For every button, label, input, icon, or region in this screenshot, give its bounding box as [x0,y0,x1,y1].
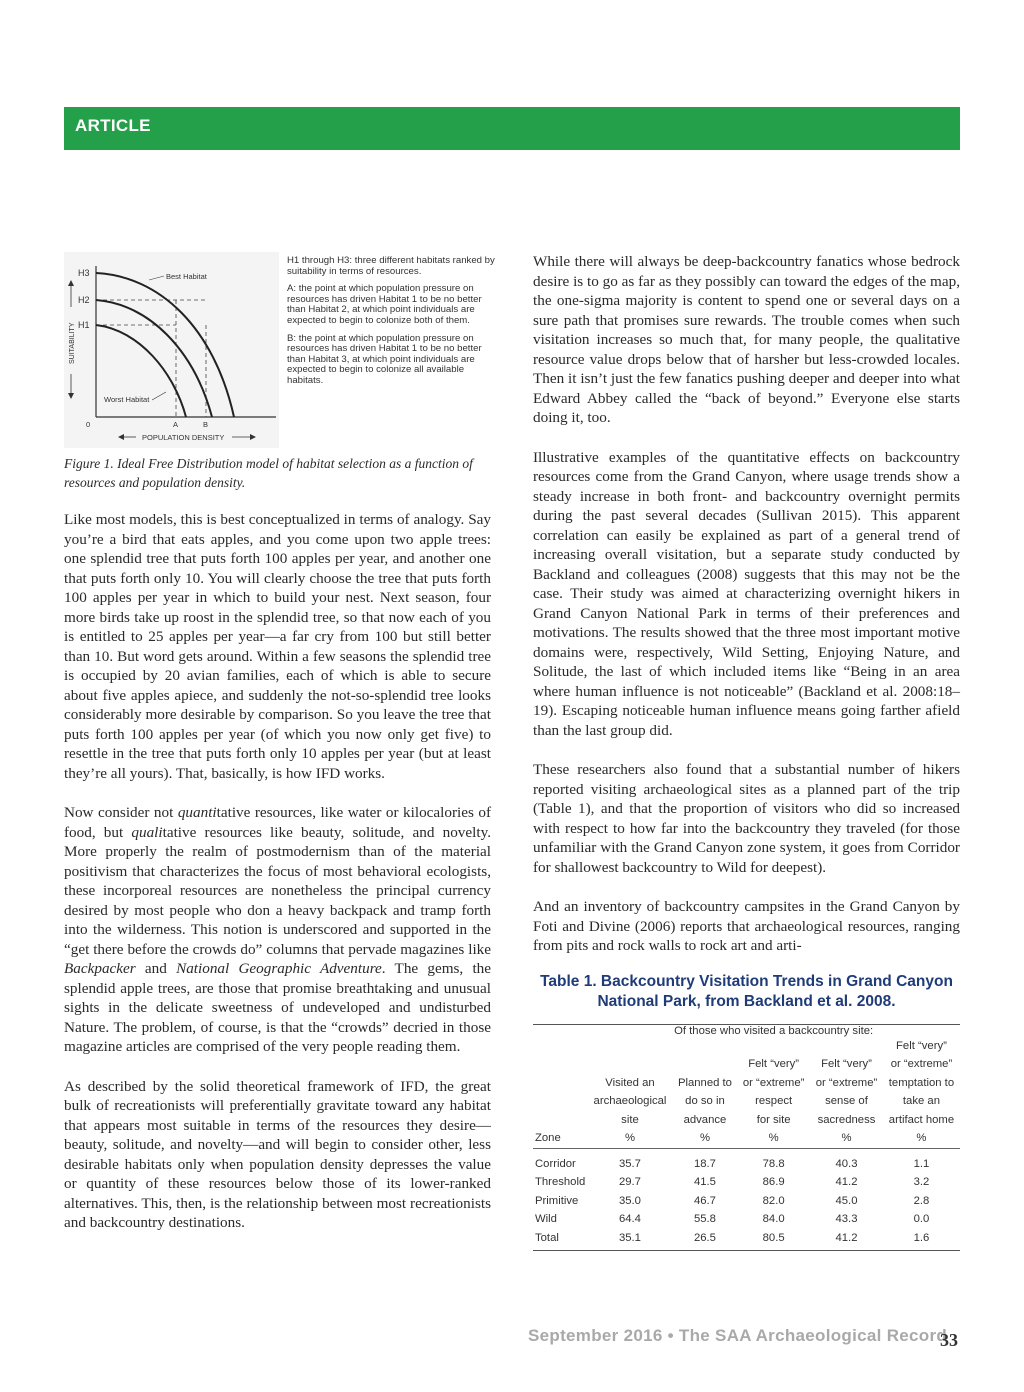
running-footer: September 2016 • The SAA Archaeological Record [528,1326,948,1345]
column-header-respect: Felt “very” or “extreme” respect for site % [737,1037,810,1149]
visitation-table [533,1024,960,1252]
column-header-sacredness: Felt “very” or “extreme” sense of sacredness % [810,1037,883,1149]
column-header-planned: Planned to do so in advance % [673,1037,738,1149]
best-habitat-label: Best Habitat [166,272,207,281]
paragraph-fanatics: While there will always be deep-backcountry fanatics whose bedrock desire is to go as far as they possibly can toward the edges of the map, the one-sigma majority is content to spend one or several days on a sure path that promises sure rewards. The trouble comes when such visitation increases so much that, for many people, the qualitative resource value drops below that of harsher but less-crowded locales. Then it isn’t just the few fanatics pushing deeper and deeper into what Edward Abbey called the “back of beyond.” Everyone else starts doing it, too. [533,253,960,426]
figure-notes [287,256,497,394]
ifd-graph [64,252,284,450]
worst-habitat-label: Worst Habitat [104,395,150,404]
table-column-header-row [533,1037,960,1149]
figure-note-h: H1 through H3: three different habitats ranked by suitability in terms of resources. [287,255,495,277]
section-label: ARTICLE [75,116,151,135]
figure-caption: Figure 1. Ideal Free Distribution model of habitat selection as a function of resources and population density. [64,456,473,490]
table-title: Table 1. Backcountry Visitation Trends in Grand Canyon National Park, from Backland et al. 2008. [540,972,953,1010]
origin-label: 0 [86,420,91,429]
paragraph-qualitative: Now consider not quantitative resources, like water or kilocalories of food, but qualitative resources like beauty, solitude, and novelty. More properly the realm of postmodernism than of the material positivism that characterizes the focus of most behavioral ecologists, these incorporeal resources are nonetheless the principal currency desired by most people who don a heavy backpack and tramp forth into the wilderness. This notion is underscored and supported in the “get there before the crowds do” columns that pervade magazines like Backpacker and National Geographic Adventure. The gems, the splendid apple trees, are those that promise breathtaking and unusual sights in the delicate sweetness of undeveloped and undisturbed Nature. The problem, of course, is that the “crowds” decried in those magazine articles are comprised of the very people reading them. [64,804,492,1055]
x-axis-label: POPULATION DENSITY [142,433,225,442]
table-row: Threshold 29.7 41.5 86.9 41.2 3.2 [535,1176,930,1188]
point-b-label: B [203,420,209,429]
section-banner [64,107,960,150]
table-row: Corridor 35.7 18.7 78.8 40.3 1.1 [535,1157,930,1170]
point-a-label: A [173,420,179,429]
right-column [533,252,960,1251]
paragraph-ifd-framework: As described by the solid theoretical framework of IFD, the great bulk of recreationists will preferentially gravitate toward any habitat that appears most suitable in terms of the resources they desire—beauty, solitude, and novelty—and will begin to consider other, less desirable habitats only when population density depresses the value or quantity of these resources below those of its lower-ranked alternatives. This, then, is the relationship between most recreationists and backcountry destinations. [64,1077,491,1231]
paragraph-analogy: Like most models, this is best conceptualized in terms of analogy. Say you’re a bird that eats apples, and you come upon two apple trees: one splendid tree that puts forth 100 apples per year, and another one that puts forth only 10. You will clearly choose the tree that puts forth 100 apples per year in which to build your nest. Next season, four more birds take up roost in the splendid tree, so that now each of you is entitled to 25 apples per year—a far cry from 100 but still better than 10. But word gets around. Within a few seasons the splendid tree is occupied by 20 avian families, each of which is able to secure about five apples apiece, and suddenly the not-so-splendid tree looks considerably more desirable by comparison. So you leave the tree that puts forth 100 apples per year (of which you now only get five) to resettle in the tree that puts forth only 10 apples per year (but at least they’re all yours). That, basically, is how IFD works. [64,511,491,782]
left-column [64,252,495,1253]
h2-label: H2 [78,295,90,305]
table-superheader: Of those who visited a backcountry site: [674,1024,874,1037]
zone-header: Zone [533,1037,587,1149]
column-header-temptation: Felt “very” or “extreme” temptation to take an artifact home % [883,1037,960,1149]
paragraph-grand-canyon: Illustrative examples of the quantitative effects on backcountry resources come from the Grand Canyon, where usage trends show a steady increase in both front- and backcountry overnight permits during the past several decades (Sullivan 2015). This apparent correlation can easily be explained as part of a general trend of increasing overall visitation, but a separate study conducted by Backland and colleagues (2008) suggests that this may not be the case. Their study was aimed at characterizing overnight hikers in Grand Canyon National Park in terms of their preferences and motivations. The results showed that the three most important motive domains were, respectively, Wild Setting, Enjoying Nature, and Solitude, the last of which included items like “Being in an area where human influence is not noticeable” (Backland et al. 2008:18–19). Escaping noticeable human influence means going farther afield than the last group did. [533,448,960,739]
table-row: Primitive 35.0 46.7 82.0 45.0 2.8 [535,1194,930,1207]
table-row: Wild 64.4 55.8 84.0 43.3 0.0 [535,1213,930,1225]
column-header-visited: Visited an archaeological site % [587,1037,672,1149]
figure-note-b: B: the point at which population pressure on resources has driven Habitat 1 to be no better than Habitat 3, at which point individuals are expected to begin to colonize all available habitats. [287,332,482,386]
table-superheader-row [533,1024,960,1037]
paragraph-researchers: These researchers also found that a substantial number of hikers reported visiting archaeological sites as a planned part of the trip (Table 1), and that the proportion of visitors who did so increased with respect to how far into the backcountry they traveled (for those unfamiliar with the Grand Canyon zone system, it goes from Corridor for shallowest backcountry to Wild for deepest). [533,761,960,876]
y-axis-label: SUITABILITY [69,322,76,364]
table-row: Total 35.1 26.5 80.5 41.2 1.6 [533,1229,960,1251]
h3-label: H3 [78,268,90,278]
page-number: 33 [940,1330,958,1350]
h1-label: H1 [78,320,90,330]
figure-note-a: A: the point at which population pressure on resources has driven Habitat 1 to be no better than Habitat 2, at which point individuals are expected to begin to colonize both of them. [287,283,482,326]
paragraph-inventory: And an inventory of backcountry campsites in the Grand Canyon by Foti and Divine (2006) reports that archaeological resources, ranging from pits and rock walls to rock art and arti- [533,898,960,954]
figure-1 [64,252,495,452]
